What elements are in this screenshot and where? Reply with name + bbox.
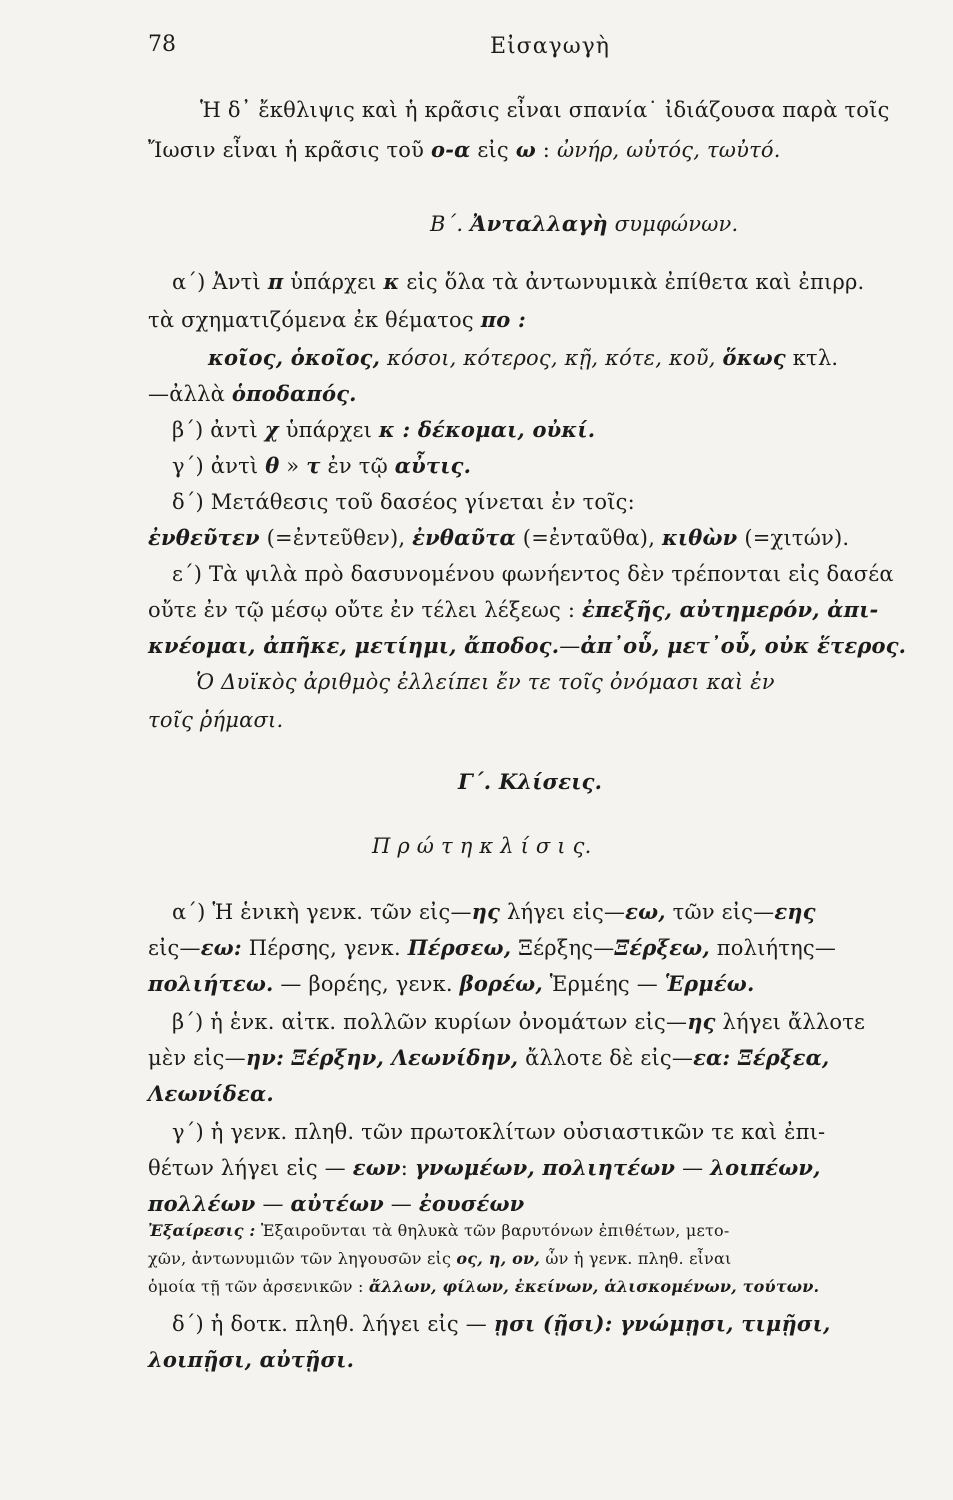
text-segment: τῶν εἰς— [665,900,775,924]
text-line [172,898,953,926]
page-number: 78 [148,32,176,57]
text-segment: θ [265,453,280,478]
text-segment: ἐνθαῦτα [412,525,516,550]
text-segment: εων [352,1155,401,1180]
text-segment: α΄) Ἀντὶ [172,270,268,294]
text-line [148,1276,953,1298]
text-line [148,1346,953,1374]
text-segment: ἐνθεῦτεν [148,525,260,550]
text-segment: Ἐξαίρεσις : [148,1221,256,1240]
text-segment: πο : [480,307,526,332]
text-segment: εα: Ξέρξεα, [693,1045,830,1070]
text-segment: ὧν ἡ γενκ. πληθ. εἶναι [540,1249,732,1268]
text-segment: Πέρσεω, [407,935,512,960]
text-segment: Π ρ ώ τ η κ λ ί σ ι ς. [372,834,592,858]
text-segment: Ἡ δ᾽ ἔκθλιψις καὶ ἡ κρᾶσις εἶναι σπανία˙ ἰδιάζουσα παρὰ τοῖς [200,98,890,122]
text-segment: βορέω, [459,971,543,996]
text-segment: δ΄) ἡ δοτκ. πληθ. λήγει εἰς — [172,1312,494,1336]
text-segment: Ἀνταλλαγὴ [470,211,608,236]
text-segment: ης [471,899,501,924]
text-line [172,488,953,516]
text-segment: εης [774,899,816,924]
text-segment: Ξέρξης— [511,936,615,960]
text-line [148,596,953,624]
text-segment: ης [687,1009,716,1034]
text-segment: Ὁ Δυϊκὸς ἀριθμὸς ἐλλείπει ἔν τε τοῖς ὀνόμασι καὶ ἐν [196,670,775,694]
text-line [148,1248,953,1270]
text-segment: πολλέων [148,1191,256,1216]
text-segment: π [267,269,284,294]
text-segment: ἐν τῷ [320,454,395,478]
text-segment: : [535,138,557,162]
text-segment: — βορέης, γενκ. [273,972,460,996]
text-segment: ὅκως [722,345,786,370]
text-segment: β΄) ἀντὶ [172,418,265,442]
text-segment: ὑπάρχει [283,270,384,294]
text-segment: ε΄) Τὰ ψιλὰ πρὸ δασυνομένου φωνήεντος δὲν τρέπονται εἰς δασέα [172,562,894,586]
text-segment: πολιήτης— [709,936,837,960]
text-segment: : [400,1156,415,1180]
text-segment: » [279,454,307,478]
text-segment: ος, η, ον, [456,1249,541,1268]
text-segment: γ΄) ἡ γενκ. πληθ. τῶν πρωτοκλίτων οὐσιαστικῶν τε καὶ ἐπι- [172,1120,826,1144]
text-segment: θέτων λήγει εἰς — [148,1156,353,1180]
text-line [430,210,953,238]
text-segment: Ξέρξεω, [614,935,710,960]
text-segment: εἰς [470,138,516,162]
text-segment: Πέρσης, γενκ. [241,936,408,960]
text-line [172,452,953,480]
text-segment: κιθὼν [661,525,738,550]
text-segment: λοιπέων, [710,1155,821,1180]
text-line [148,1220,953,1242]
text-segment: (=ἐντεῦθεν), [259,526,413,550]
text-segment: ην: Ξέρξην, Λεωνίδην, [245,1045,519,1070]
text-segment: ὁποδαπός. [231,381,357,406]
text-segment: χ [264,417,279,442]
text-segment: δ΄) Μετάθεσις τοῦ δασέος γίνεται ἐν τοῖς: [172,490,635,514]
text-segment: ἀπ᾽οὗ, μετ᾽οὗ, οὐκ ἕτερος. [580,633,907,658]
text-line [172,416,953,444]
text-line [200,96,953,124]
text-segment: — [675,1156,711,1180]
text-line [148,632,953,660]
text-segment: — [383,1192,419,1216]
text-segment: (=χιτών). [737,526,850,550]
text-segment: λοιπῇσι, αὐτῇσι. [148,1347,355,1372]
text-segment: ἐπεξῆς, αὐτημερόν, ἀπι- [582,597,879,622]
text-segment: εω: [200,935,242,960]
text-segment: εἰς— [148,936,201,960]
text-segment: — [559,634,581,658]
text-segment: γ΄) ἀντὶ [172,454,266,478]
text-segment: ω [515,137,536,162]
text-segment: συμφώνων. [607,212,739,236]
text-line [148,970,953,998]
text-line [148,306,953,334]
text-segment: Ἑρμέης — [542,972,665,996]
text-line [148,380,953,408]
text-segment: λήγει ἄλλοτε [715,1010,866,1034]
text-segment: ῃσι (ῇσι): γνώμῃσι, τιμῇσι, [493,1311,831,1336]
text-line [208,344,953,372]
text-line [172,560,953,588]
text-segment: πολιήτεω. [148,971,274,996]
running-title: Εἰσαγωγὴ [490,34,610,59]
text-segment: λήγει εἰς— [500,900,626,924]
text-segment: ὑπάρχει [278,418,379,442]
text-segment: α΄) Ἡ ἑνικὴ γενκ. τῶν εἰς— [172,900,472,924]
text-segment: ὁμοία τῇ τῶν ἀρσενικῶν : [148,1277,369,1296]
text-line [148,136,953,164]
text-line [148,1154,953,1182]
text-segment: κτλ. [785,346,839,370]
text-segment: εω, [625,899,666,924]
text-segment: β΄) ἡ ἑνκ. αἰτκ. πολλῶν κυρίων ὀνομάτων εἰς— [172,1010,688,1034]
text-line [172,268,953,296]
text-line [372,832,953,860]
text-segment: τοῖς ῥήμασι. [148,708,284,732]
text-segment: αὖτις. [394,453,472,478]
text-line [148,706,953,734]
text-segment: ἐουσέων [418,1191,525,1216]
text-segment: αὐτέων [290,1191,384,1216]
text-segment: Ἴωσιν εἶναι ἡ κρᾶσις τοῦ [148,138,431,162]
text-line [148,934,953,962]
text-segment: ἄλλων, φίλων, ἐκείνων, ἁλισκομένων, τούτων. [368,1277,820,1296]
text-segment: — [255,1192,291,1216]
text-segment: οὔτε ἐν τῷ μέσῳ οὔτε ἐν τέλει λέξεως : [148,598,583,622]
text-segment: ἄλλοτε δὲ εἰς— [518,1046,694,1070]
text-segment: κ [383,269,400,294]
text-segment: κνέομαι, ἀπῆκε, μετίημι, ἄποδος. [148,633,560,658]
text-segment: κ : δέκομαι, οὐκί. [378,417,596,442]
text-segment: τὰ σχηματιζόμενα ἐκ θέματος [148,308,481,332]
text-line [172,1008,953,1036]
text-segment: κόσοι, κότερος, κῇ, κότε, κοῦ, [380,346,723,370]
text-segment: Γ΄. Κλίσεις. [458,769,603,794]
text-segment: εἰς ὅλα τὰ ἀντωνυμικὰ ἐπίθετα καὶ ἐπιρρ. [399,270,865,294]
text-line [172,1118,953,1146]
text-line [148,1044,953,1072]
text-segment: ο-α [430,137,471,162]
text-segment: γνωμέων, πολιητέων [414,1155,676,1180]
text-line [458,768,953,796]
text-segment: ὠνήρ, ωὑτός, τωὐτό. [556,138,781,162]
text-segment: Λεωνίδεα. [148,1081,274,1106]
text-line [196,668,953,696]
text-segment: κοῖος, ὁκοῖος, [208,345,381,370]
text-segment: Ἐξαιροῦνται τὰ θηλυκὰ τῶν βαρυτόνων ἐπιθέτων, μετο- [255,1221,730,1240]
text-segment: Ἑρμέω. [664,971,755,996]
text-segment: χῶν, ἀντωνυμιῶν τῶν ληγουσῶν εἰς [148,1249,457,1268]
text-segment: Β΄. [430,212,471,236]
text-segment: (=ἐνταῦθα), [515,526,662,550]
text-segment: —ἀλλὰ [148,382,232,406]
text-segment: μὲν εἰς— [148,1046,246,1070]
text-segment: τ [306,453,321,478]
text-line [172,1310,953,1338]
text-line [148,1190,953,1218]
text-line [148,524,953,552]
text-line [148,1080,953,1108]
